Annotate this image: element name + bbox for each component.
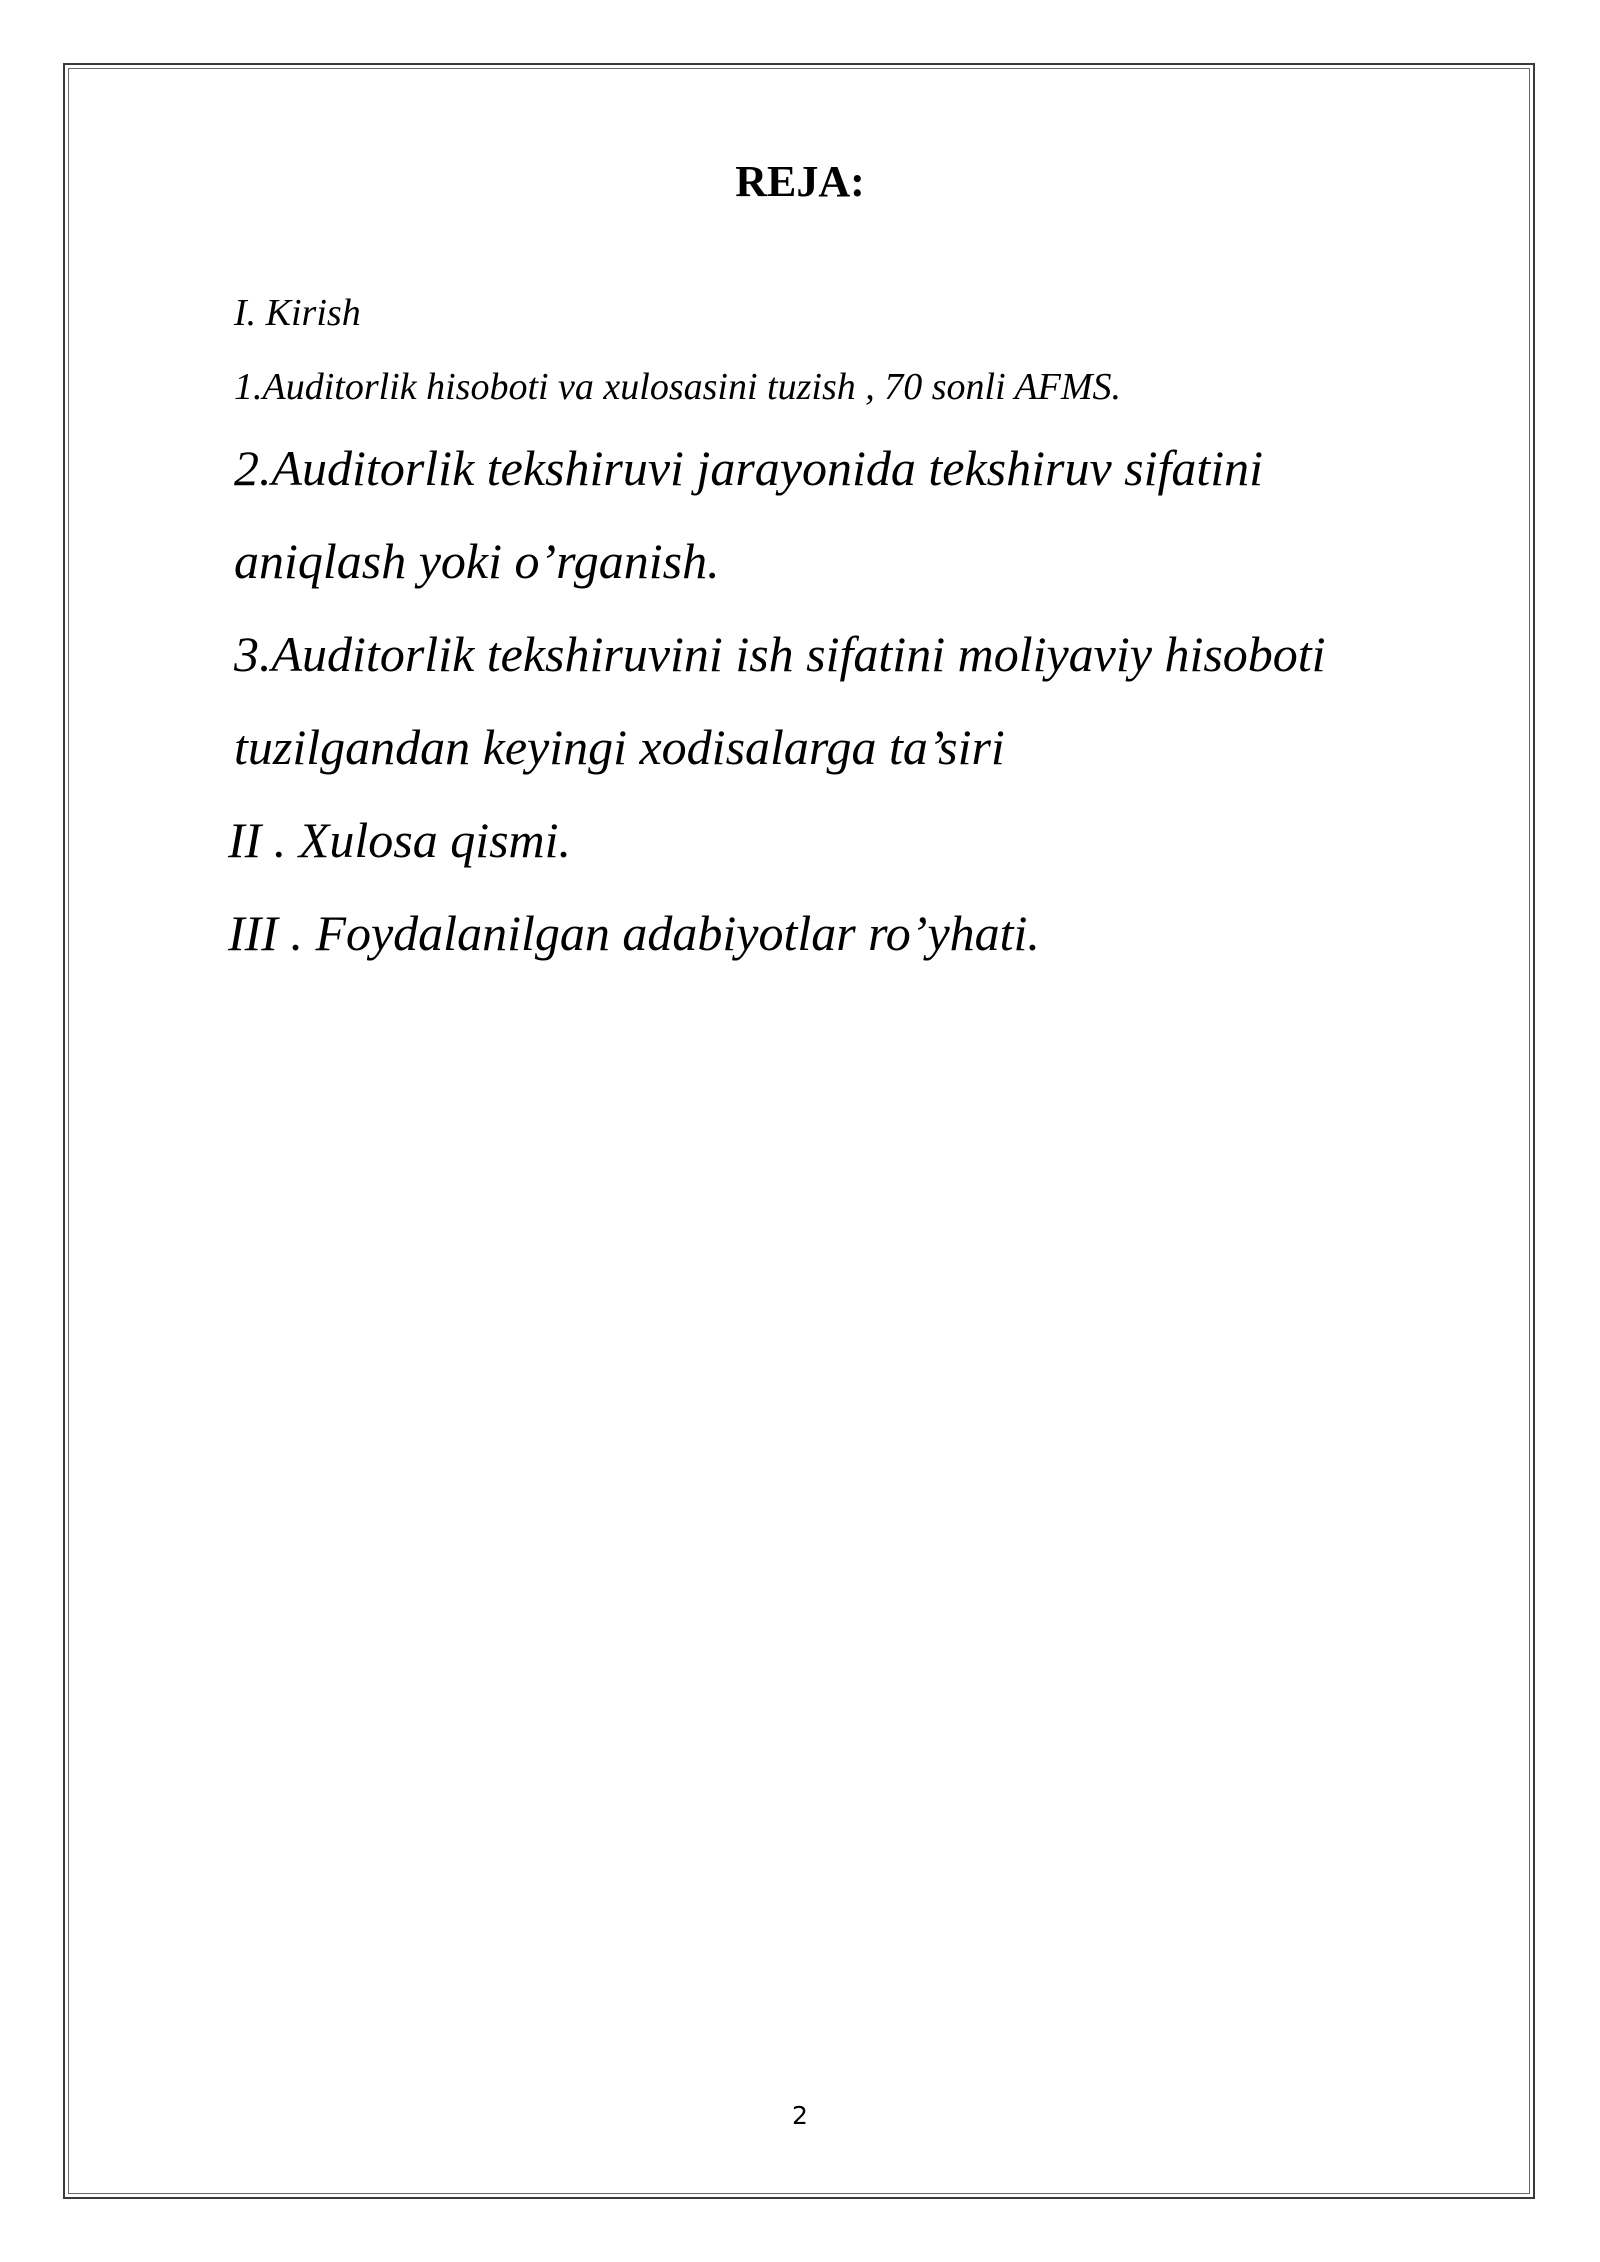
plan-item-2-line-2: aniqlash yoki o’rganish. xyxy=(234,533,720,589)
page-title: REJA: xyxy=(735,157,865,206)
plan-item-3-line-2: tuzilgandan keyingi xodisalarga ta’siri xyxy=(234,719,1005,775)
plan-item-introduction: I. Kirish xyxy=(234,292,361,334)
plan-item-1: 1.Auditorlik hisoboti va xulosasini tuzish , 70 sonli AFMS. xyxy=(234,366,1122,408)
plan-item-references: III . Foydalanilgan adabiyotlar ro’yhati. xyxy=(228,905,1040,961)
plan-item-conclusion: II . Xulosa qismi. xyxy=(228,812,572,868)
page-number: 2 xyxy=(792,2101,808,2130)
plan-item-2-line-1: 2.Auditorlik tekshiruvi jarayonida tekshiruv sifatini xyxy=(234,440,1264,496)
plan-item-3-line-1: 3.Auditorlik tekshiruvini ish sifatini moliyaviy hisoboti xyxy=(234,626,1326,682)
